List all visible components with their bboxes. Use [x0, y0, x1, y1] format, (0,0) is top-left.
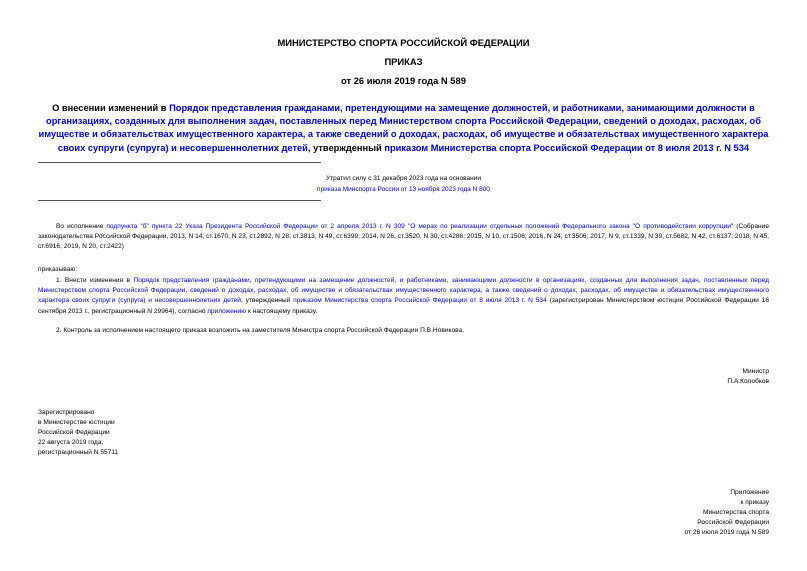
appendix-block — [685, 488, 770, 538]
title-link-procedure[interactable]: Порядок представления гражданами, претендующими на замещение должностей, и работниками, занимающими должности в организациях, созданных для выполнения задач, поставленных перед Министерством спорта Российской Федерации, сведений о доходах, расходах, об имуществе и обязательствах имущественного характера, а также сведений о доходах, расходах, об имуществе и обязательствах имущественного характера своих супруги (супруга) и несовершеннолетних детей — [38, 103, 769, 153]
registration-line-2: в Министерстве юстиции — [38, 419, 115, 427]
preamble-link-subparagraph[interactable]: подпункта "б" пункта 22 — [106, 223, 183, 230]
preamble-paragraph — [38, 222, 769, 253]
item1-text-2: , утвержденный — [240, 297, 294, 305]
signature-block — [727, 367, 769, 387]
doc-date-number: от 26 июля 2019 года N 589 — [341, 75, 466, 86]
item1-text-1: 1. Внести изменения в — [56, 277, 134, 284]
appendix-line-3: Министерства спорта — [703, 509, 769, 517]
item1-link-order-534[interactable]: приказом Министерства спорта Российской Федерации от 8 июля 2013 г. N 534 — [293, 297, 547, 305]
signature-position: Министр — [742, 368, 769, 375]
signature-name: П.А.Колобков — [727, 378, 769, 386]
registration-line-1: Зарегистрировано — [38, 409, 95, 416]
registration-block — [38, 408, 118, 458]
ministry-heading: МИНИСТЕРСТВО СПОРТА РОССИЙСКОЙ ФЕДЕРАЦИИ — [277, 37, 530, 48]
preamble-link-decree-309[interactable]: Указа Президента Российской Федерации от 2 апреля 2013 г. N 309 "О мерах по реализации отдельных положений Федерального закона "О противодействии коррупции" — [185, 223, 734, 230]
item1-link-appendix[interactable]: приложению — [207, 307, 247, 315]
appendix-line-1: Приложение — [730, 489, 769, 496]
divider-bottom — [38, 200, 321, 201]
preamble-text-3: (Собрание законодательства Российской Федерации, 2013, N 14, ст.1670, N 23, ст.2892, N 28, ст.3813, N 49, ст.6399; 2014, N 26, ст.3520, N 30, ст.4286; 2015, N 10, ст.1506; 2016, N 24, ст.3506; 2017, N 9, ст.1339, N 39, ст.5682, N 42, ст.6137; 2018, N 45, ст.6916; 2019, N 20, ст.2422) — [38, 223, 769, 251]
item-2-paragraph: 2. Контроль за исполнением настоящего приказа возложить на заместителя Министра спорта Российской Федерации П.В.Новикова. — [56, 327, 465, 334]
appendix-line-4: Российской Федерации — [697, 519, 769, 527]
document-title — [30, 102, 777, 155]
item1-text-3: (зарегистрирован Министерством юстиции Российской Федерации 16 сентября 2013 г., регистрационный N 29964), согласно — [38, 297, 769, 315]
registration-line-5: регистрационный N 55711 — [38, 449, 119, 457]
doc-type-heading: ПРИКАЗ — [384, 56, 423, 67]
appendix-line-5: от 26 июля 2019 года N 589 — [684, 529, 769, 537]
item-1-paragraph — [38, 276, 769, 317]
appendix-line-2: к приказу — [740, 499, 769, 507]
title-text-2: , утвержденный — [307, 142, 385, 153]
preamble-text-1: Во исполнение — [56, 223, 107, 230]
registration-line-4: 22 августа 2019 года, — [38, 439, 104, 447]
status-link-order-800[interactable]: приказа Минспорта России от 13 ноября 2023 года N 800 — [317, 186, 490, 193]
item1-text-4: к настоящему приказу. — [246, 307, 318, 315]
status-line: Утратил силу с 31 декабря 2023 года на основании — [326, 175, 481, 182]
title-link-order-534[interactable]: приказом Министерства спорта Российской Федерации от 8 июля 2013 г. N 534 — [384, 142, 750, 153]
divider-top — [38, 162, 321, 163]
title-text-1: О внесении изменений в — [52, 103, 170, 113]
registration-line-3: Российской Федерации — [38, 429, 110, 437]
order-word: приказываю: — [38, 266, 78, 273]
status-link-wrap — [30, 185, 777, 195]
item1-link-procedure[interactable]: Порядок представления гражданами, претендующими на замещение должностей, и работниками, занимающими должности в организациях, созданных для выполнения задач, поставленных перед Министерством спорта Российской Федерации, сведений о доходах, расходах, об имуществе и обязательствах имущественного характера, а также сведений о доходах, расходах, об имуществе и обязательствах имущественного характера своих супруги (супруга) и несовершеннолетних детей — [38, 277, 769, 305]
